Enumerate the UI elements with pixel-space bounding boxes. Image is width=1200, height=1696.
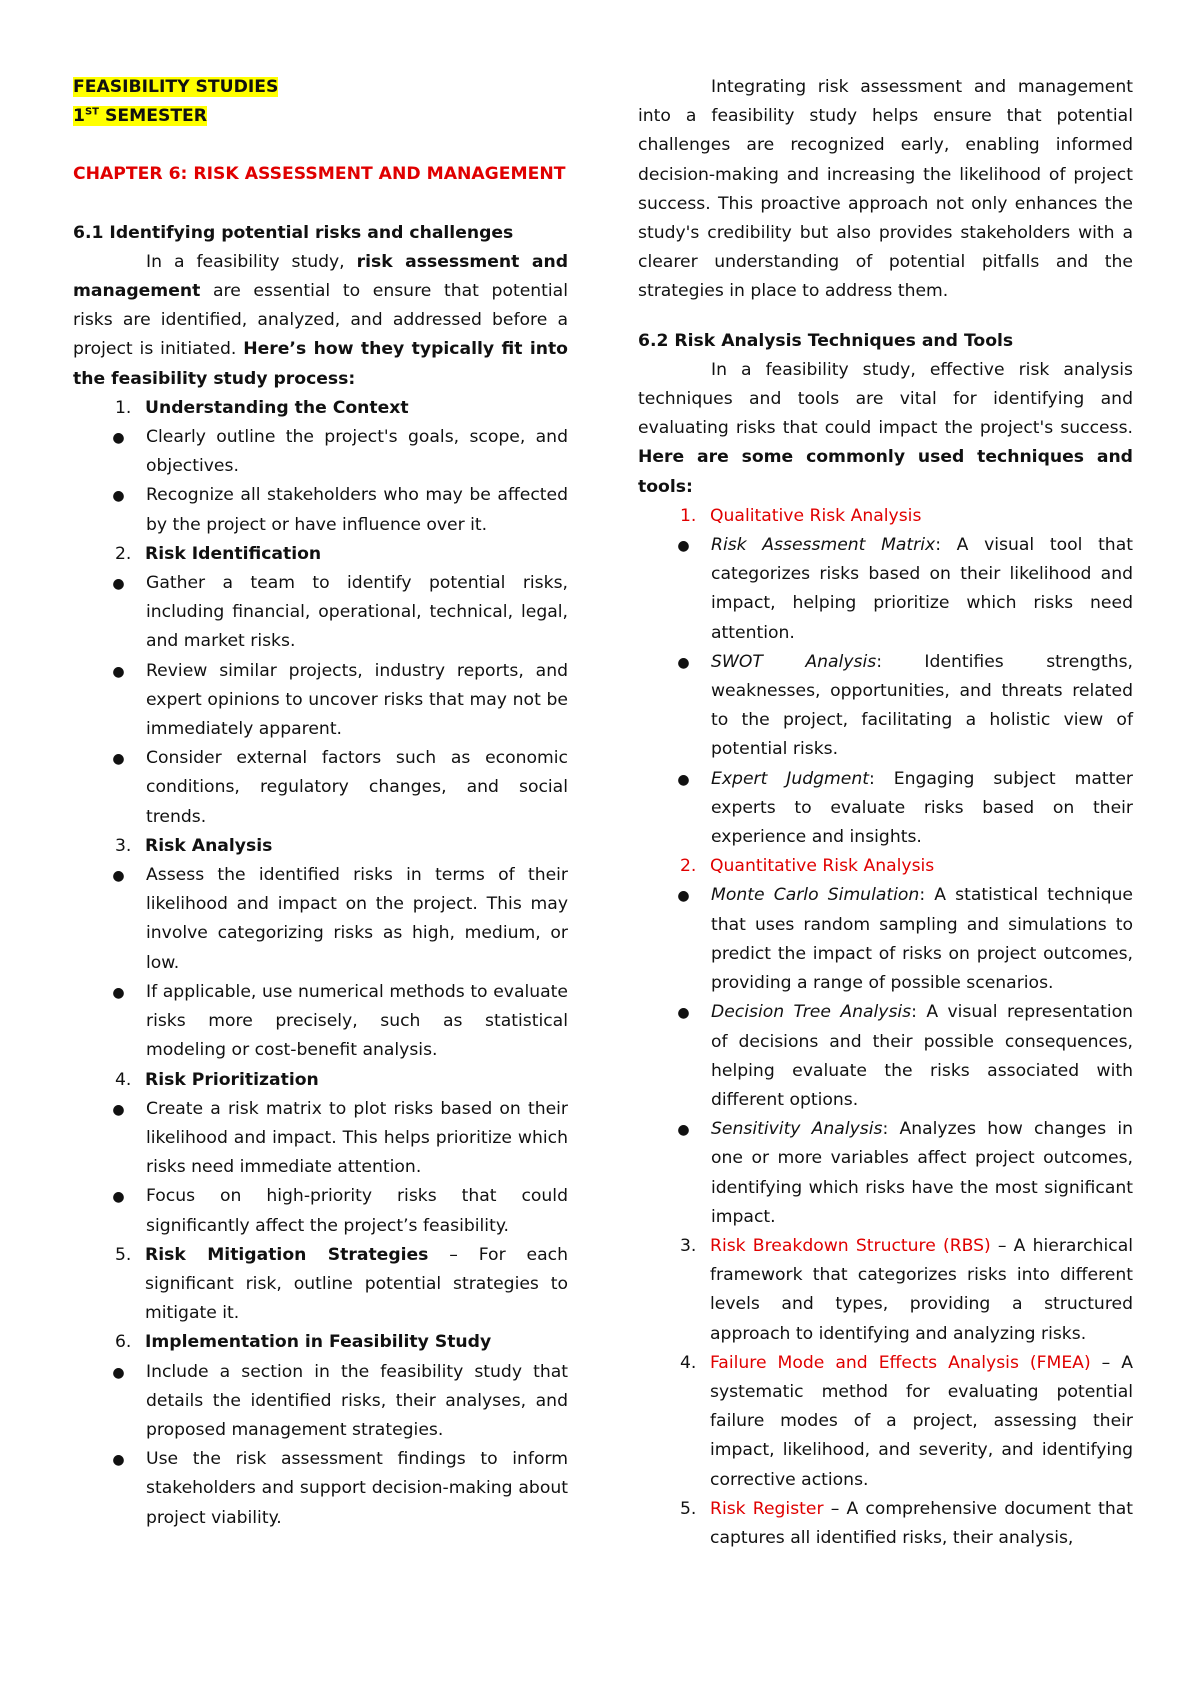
section-6-2-title: 6.2 Risk Analysis Techniques and Tools [638,330,1014,351]
item-number-text: 5. [680,1498,697,1519]
bullet-text [711,648,1133,765]
numbered-item [73,540,568,569]
bullet-icon: ● [677,771,690,788]
numbered-item [73,394,568,423]
technique-desc: : Analyzes how changes in one or more variables affect project outcomes, identifying which risks have the most significant impact. [711,1119,1134,1227]
item-number-text: 4. [680,1352,697,1373]
item-number-text: 6. [115,1332,132,1353]
item-text [710,502,1133,531]
item-number [638,1232,710,1349]
item-text [145,394,568,423]
bullet-marker [73,1358,146,1446]
bullet-icon: ● [112,488,125,505]
item-number [638,502,710,531]
section-6-1-title: 6.1 Identifying potential risks and challenges [73,222,514,243]
bullet-text [146,569,568,657]
bullet-text [146,978,568,1066]
technique-title: Failure Mode and Effects Analysis (FMEA) [710,1352,1091,1373]
item-title: Risk Identification [145,543,322,564]
numbered-item [73,1328,568,1357]
bullet-item [73,657,568,745]
technique-term: Risk Assessment Matrix [711,535,936,556]
section-6-2-list [638,502,1133,1553]
bullet-item [638,531,1133,648]
bullet-text [146,1095,568,1183]
section-6-2-intro: In a feasibility study, effective risk analysis techniques and tools are vital for identifying and evaluating risks that could impact the project's success. Here are some commonly used techniques and tools: [638,359,1133,497]
item-text [710,1495,1133,1553]
item-number-text: 1. [680,505,697,526]
bullet-text [146,657,568,745]
item-number-text: 4. [115,1069,132,1090]
item-title: Implementation in Feasibility Study [145,1332,492,1353]
item-text [710,1349,1133,1495]
technique-term: Expert Judgment [711,768,869,789]
item-number [638,1349,710,1495]
bullet-content: Assess the identified risks in terms of their likelihood and impact on the project. This may involve categorizing risks as high, medium, or low. [146,865,568,973]
item-title: Risk Analysis [145,835,273,856]
technique-desc: : Identifies strengths, weaknesses, opportunities, and threats related to the project, facilitating a holistic view of potential risks. [711,651,1134,760]
item-number-text: 2. [680,856,697,877]
bullet-content: Include a section in the feasibility study that details the identified risks, their analyses, and proposed management strategies. [146,1361,568,1440]
bullet-item [638,881,1133,998]
technique-desc: – A comprehensive document that captures all identified risks, their analysis, [710,1498,1133,1548]
item-text [145,1328,568,1357]
bullet-icon: ● [112,1189,125,1206]
numbered-item [638,1349,1133,1495]
bullet-marker [73,657,146,745]
numbered-item [73,1066,568,1095]
bullet-icon: ● [112,751,125,768]
bullet-item [73,569,568,657]
bullet-icon: ● [112,430,125,447]
item-number-text: 1. [115,397,132,418]
item-number-text: 3. [115,835,132,856]
bullet-text [146,744,568,832]
bullet-icon: ● [677,654,690,671]
bullet-item [73,481,568,539]
technique-desc: : A visual representation of decisions and their possible consequences, helping evaluate the risks associated with different options. [711,1002,1133,1110]
bullet-icon: ● [112,1452,125,1469]
bullet-marker [73,569,146,657]
bullet-content: Gather a team to identify potential risks, including financial, operational, technical, legal, and market risks. [146,573,568,652]
technique-term: Decision Tree Analysis [711,1002,912,1023]
item-text [145,1066,568,1095]
bullet-marker [638,531,711,648]
bullet-item [73,744,568,832]
numbered-item [638,1495,1133,1553]
bullet-marker [638,998,711,1115]
bullet-item [73,423,568,481]
bullet-item [73,1182,568,1240]
bullet-text [711,998,1133,1115]
item-text [145,540,568,569]
bullet-marker [73,861,146,978]
bullet-icon: ● [677,888,690,905]
bullet-icon: ● [112,663,125,680]
bullet-content: Recognize all stakeholders who may be affected by the project or have influence over it. [146,485,568,535]
bullet-item [73,1095,568,1183]
bullet-content: Create a risk matrix to plot risks based on their likelihood and impact. This helps prioritize which risks need immediate attention. [146,1098,568,1178]
item-title: Understanding the Context [145,397,409,418]
bullet-text [146,1182,568,1240]
item-number [73,832,145,861]
bullet-text [146,423,568,481]
numbered-item [73,1241,568,1329]
technique-title: Risk Register [710,1498,824,1519]
item-title: Risk Prioritization [145,1069,319,1090]
numbered-item [638,852,1133,881]
item-number [73,1241,145,1329]
bullet-icon: ● [677,1005,690,1022]
left-column [73,73,568,1533]
item-number [73,1328,145,1357]
item-number [73,394,145,423]
bullet-content: If applicable, use numerical methods to evaluate risks more precisely, such as statistical modeling or cost-benefit analysis. [146,981,568,1061]
technique-desc: : Engaging subject matter experts to evaluate risks based on their experience and insights. [711,768,1133,848]
technique-term: SWOT Analysis [711,651,877,672]
bullet-item [73,1445,568,1533]
bullet-item [638,1115,1133,1232]
bullet-icon: ● [112,868,125,885]
bullet-marker [73,978,146,1066]
bullet-item [638,765,1133,853]
bullet-item [73,1358,568,1446]
bullet-icon: ● [112,576,125,593]
numbered-item [73,832,568,861]
bullet-content: Consider external factors such as economic conditions, regulatory changes, and social trends. [146,748,568,827]
item-number-text: 5. [115,1244,132,1265]
bullet-text [146,1445,568,1533]
item-title: Risk Mitigation Strategies [145,1244,429,1265]
item-text [710,852,1133,881]
item-text [145,1241,568,1329]
bullet-marker [73,1445,146,1533]
item-number [73,540,145,569]
bullet-text [146,861,568,978]
technique-term: Monte Carlo Simulation [711,885,920,906]
bullet-text [711,531,1133,648]
technique-title: Quantitative Risk Analysis [710,856,935,877]
bullet-item [638,998,1133,1115]
bullet-text [146,1358,568,1446]
bullet-item [638,648,1133,765]
section-6-1-list [73,394,568,1533]
bullet-marker [73,481,146,539]
bullet-marker [73,423,146,481]
bullet-content: Focus on high-priority risks that could significantly affect the project’s feasibility. [146,1186,568,1236]
section-6-1-intro: In a feasibility study, risk assessment and management are essential to ensure that potential risks are identified, analyzed, and addressed before a project is initiated. Here’s how they typically fit into the feasibility study process: [73,251,569,389]
numbered-item [638,1232,1133,1349]
technique-term: Sensitivity Analysis [711,1119,883,1140]
technique-title: Qualitative Risk Analysis [710,505,922,526]
bullet-item [73,861,568,978]
item-desc: – For each significant risk, outline potential strategies to mitigate it. [145,1244,568,1324]
technique-desc: – A hierarchical framework that categorizes risks into different levels and types, providing a structured approach to identifying and analyzing risks. [710,1235,1133,1344]
item-number [638,852,710,881]
bullet-content: Clearly outline the project's goals, scope, and objectives. [146,427,568,477]
item-number-text: 3. [680,1235,697,1256]
integrating-paragraph: Integrating risk assessment and management into a feasibility study helps ensure that potential challenges are recognized early, enabling informed decision-making and increasing the likelihood of project success. This proactive approach not only enhances the study's credibility but also provides stakeholders with a clearer understanding of potential pitfalls and the strategies in place to address them. [638,77,1133,302]
bullet-content: Review similar projects, industry reports, and expert opinions to uncover risks that may not be immediately apparent. [146,660,568,740]
technique-title: Risk Breakdown Structure (RBS) [710,1235,991,1256]
bullet-marker [73,1095,146,1183]
bullet-icon: ● [112,1364,125,1381]
bullet-marker [73,1182,146,1240]
technique-desc: : A statistical technique that uses random sampling and simulations to predict the impact of risks on project outcomes, providing a range of possible scenarios. [711,885,1134,994]
bullet-text [711,765,1133,853]
bullet-marker [638,648,711,765]
item-number-text: 2. [115,543,132,564]
bullet-marker [638,765,711,853]
item-text [710,1232,1133,1349]
chapter-title: CHAPTER 6: RISK ASSESSMENT AND MANAGEMENT [73,164,566,185]
bullet-text [146,481,568,539]
bullet-icon: ● [677,1122,690,1139]
item-number [73,1066,145,1095]
bullet-icon: ● [112,984,125,1001]
bullet-icon: ● [112,1101,125,1118]
bullet-marker [638,1115,711,1232]
item-number [638,1495,710,1553]
bullet-marker [638,881,711,998]
bullet-marker [73,744,146,832]
right-column [638,73,1133,1553]
bullet-item [73,978,568,1066]
item-text [145,832,568,861]
bullet-content: Use the risk assessment findings to inform stakeholders and support decision-making about project viability. [146,1449,568,1528]
course-title: FEASIBILITY STUDIES [73,77,279,97]
technique-desc: : A visual tool that categorizes risks based on their likelihood and impact, helping prioritize which risks need attention. [711,535,1133,643]
bullet-text [711,881,1133,998]
numbered-item [638,502,1133,531]
technique-desc: – A systematic method for evaluating potential failure modes of a project, assessing their impact, likelihood, and severity, and identifying corrective actions. [710,1352,1133,1490]
bullet-icon: ● [677,538,690,555]
semester-label: 1ST SEMESTER [73,106,208,127]
bullet-text [711,1115,1133,1232]
